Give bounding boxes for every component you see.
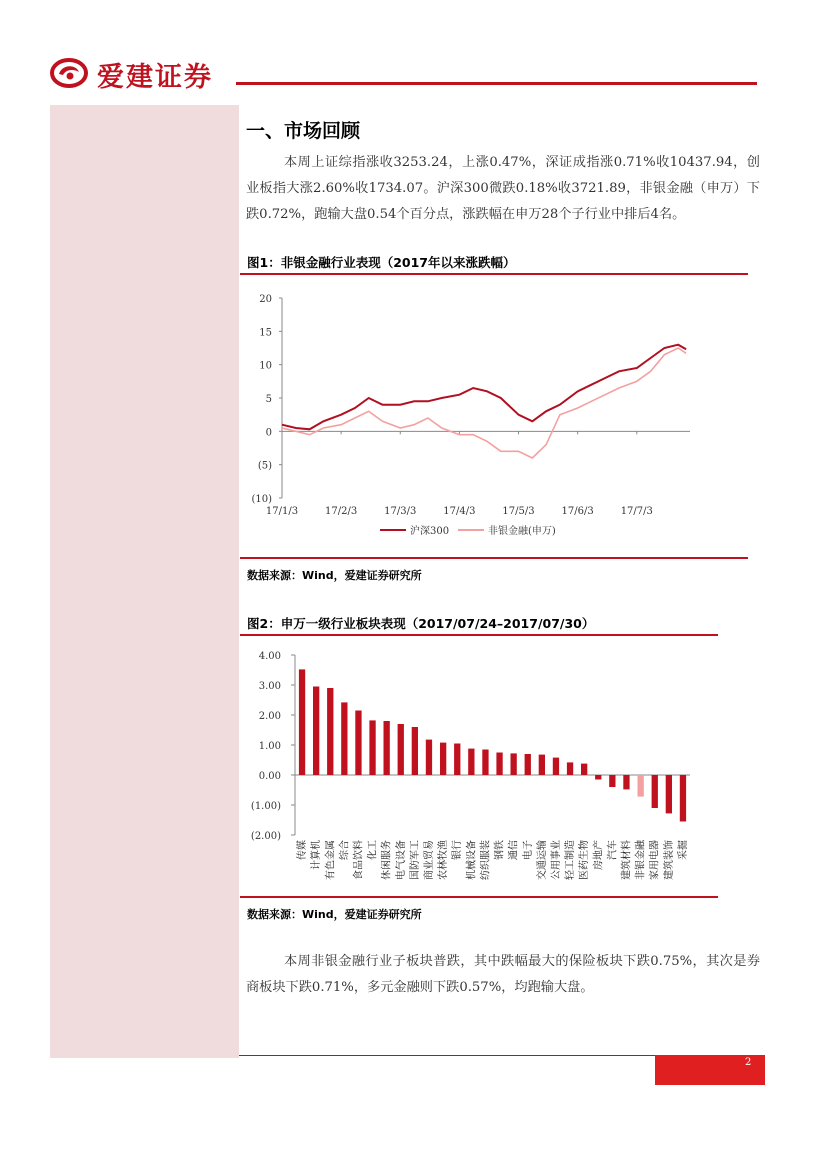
category-label: 电气设备 <box>395 840 407 880</box>
category-label: 有色金属 <box>325 840 337 880</box>
bar <box>609 775 615 787</box>
bar <box>496 753 502 776</box>
category-label: 家用电器 <box>649 840 661 880</box>
aijian-logo-icon <box>50 58 88 88</box>
bar <box>468 749 474 775</box>
y-tick-label: 0 <box>265 427 272 439</box>
category-label: 钢铁 <box>494 840 506 860</box>
bar <box>525 754 531 775</box>
x-tick-label: 17/7/3 <box>620 506 653 517</box>
y-tick-label: (1.00) <box>250 801 281 812</box>
bar <box>666 775 672 813</box>
category-label: 计算机 <box>311 840 323 870</box>
bar <box>652 775 658 808</box>
figure2-bottom-rule <box>240 896 718 898</box>
category-label: 银行 <box>452 840 464 860</box>
x-tick-label: 17/6/3 <box>561 506 594 517</box>
y-tick-label: 0.00 <box>258 771 281 782</box>
y-tick-label: 4.00 <box>258 651 281 662</box>
bar <box>638 775 644 797</box>
bar <box>369 720 375 775</box>
bar <box>355 711 361 776</box>
bar <box>623 775 629 789</box>
series-line <box>282 345 686 430</box>
category-label: 农林牧渔 <box>438 840 450 880</box>
category-label: 采掘 <box>677 840 689 860</box>
bar <box>426 740 432 775</box>
market-review-paragraph: 本周上证综指涨收3253.24，上涨0.47%，深证成指涨0.71%收10437.94，创业板指大涨2.60%收1734.07。沪深300微跌0.18%收3721.89，非银金融（申万）下跌0.72%，跑输大盘0.54个百分点，涨跌幅在申万28个子行业中排后4名。 <box>246 155 760 222</box>
bar <box>341 702 347 775</box>
y-tick-label: (10) <box>251 494 272 505</box>
bar <box>440 743 446 775</box>
category-label: 综合 <box>339 840 351 860</box>
category-label: 通信 <box>508 840 520 860</box>
header-rule <box>236 82 757 85</box>
series-line <box>282 348 686 458</box>
figure1-bottom-rule <box>240 557 748 559</box>
category-label: 机械设备 <box>466 840 478 880</box>
category-label: 非银金融 <box>635 840 647 880</box>
figure2-source: 数据来源：Wind，爱建证券研究所 <box>247 908 422 921</box>
category-label: 建筑装饰 <box>663 840 675 880</box>
y-tick-label: 2.00 <box>258 711 281 722</box>
bar <box>384 721 390 775</box>
sidebar-panel <box>50 105 239 1058</box>
bar <box>511 753 517 775</box>
category-label: 食品饮料 <box>353 840 365 880</box>
category-label: 交通运输 <box>536 840 548 880</box>
y-tick-label: 20 <box>259 294 272 305</box>
x-tick-label: 17/4/3 <box>443 506 476 517</box>
y-tick-label: 1.00 <box>258 741 281 752</box>
sector-summary-paragraph: 本周非银金融行业子板块普跌，其中跌幅最大的保险板块下跌0.75%，其次是券商板块下跌0.71%，多元金融则下跌0.57%，均跑输大盘。 <box>246 954 760 995</box>
figure2-title: 图2：申万一级行业板块表现（2017/07/24–2017/07/30） <box>247 616 595 631</box>
category-label: 商业贸易 <box>424 840 435 880</box>
y-tick-label: (5) <box>257 460 272 472</box>
bar <box>539 755 545 775</box>
x-tick-label: 17/5/3 <box>502 506 535 517</box>
bar <box>680 775 686 822</box>
brand-name: 爱建证券 <box>97 62 213 93</box>
bar <box>313 687 319 776</box>
x-tick-label: 17/3/3 <box>384 506 417 517</box>
category-label: 国防军工 <box>409 840 421 880</box>
x-tick-label: 17/1/3 <box>265 506 299 517</box>
y-tick-label: 15 <box>259 327 272 339</box>
figure2-top-rule <box>240 634 718 636</box>
category-label: 化工 <box>367 840 379 860</box>
y-tick-label: 5 <box>265 394 272 405</box>
line-chart <box>240 280 745 550</box>
page-number: 2 <box>745 1057 752 1068</box>
figure1-source: 数据来源：Wind，爱建证券研究所 <box>247 569 422 582</box>
bar <box>581 764 587 775</box>
category-label: 轻工制造 <box>565 840 577 880</box>
figure1-title: 图1：非银金融行业表现（2017年以来涨跌幅） <box>247 255 516 270</box>
x-tick-label: 17/2/3 <box>325 506 358 517</box>
category-label: 传媒 <box>297 840 309 860</box>
category-label: 医药生物 <box>579 840 591 880</box>
category-label: 休闲服务 <box>381 840 393 880</box>
category-label: 电子 <box>522 840 534 860</box>
category-label: 建筑材料 <box>621 840 633 880</box>
section-title: 一、市场回顾 <box>246 120 361 142</box>
category-label: 汽车 <box>607 840 619 860</box>
bar <box>412 727 418 775</box>
y-tick-label: 3.00 <box>258 681 281 692</box>
bar <box>482 750 488 776</box>
y-tick-label: 10 <box>259 360 272 372</box>
bar <box>595 775 601 780</box>
category-label: 房地产 <box>593 840 605 870</box>
figure1-top-rule <box>240 273 748 275</box>
y-tick-label: (2.00) <box>250 831 281 842</box>
category-label: 公用事业 <box>551 840 562 880</box>
bar <box>553 758 559 775</box>
bar <box>299 669 305 775</box>
bar <box>398 724 404 775</box>
bar <box>327 688 333 775</box>
category-label: 纺织服装 <box>480 840 492 880</box>
bar <box>567 762 573 775</box>
bar-chart <box>240 640 720 892</box>
legend-label: 非银金融(申万) <box>488 526 556 537</box>
bar <box>454 744 460 776</box>
legend-label: 沪深300 <box>410 526 450 537</box>
